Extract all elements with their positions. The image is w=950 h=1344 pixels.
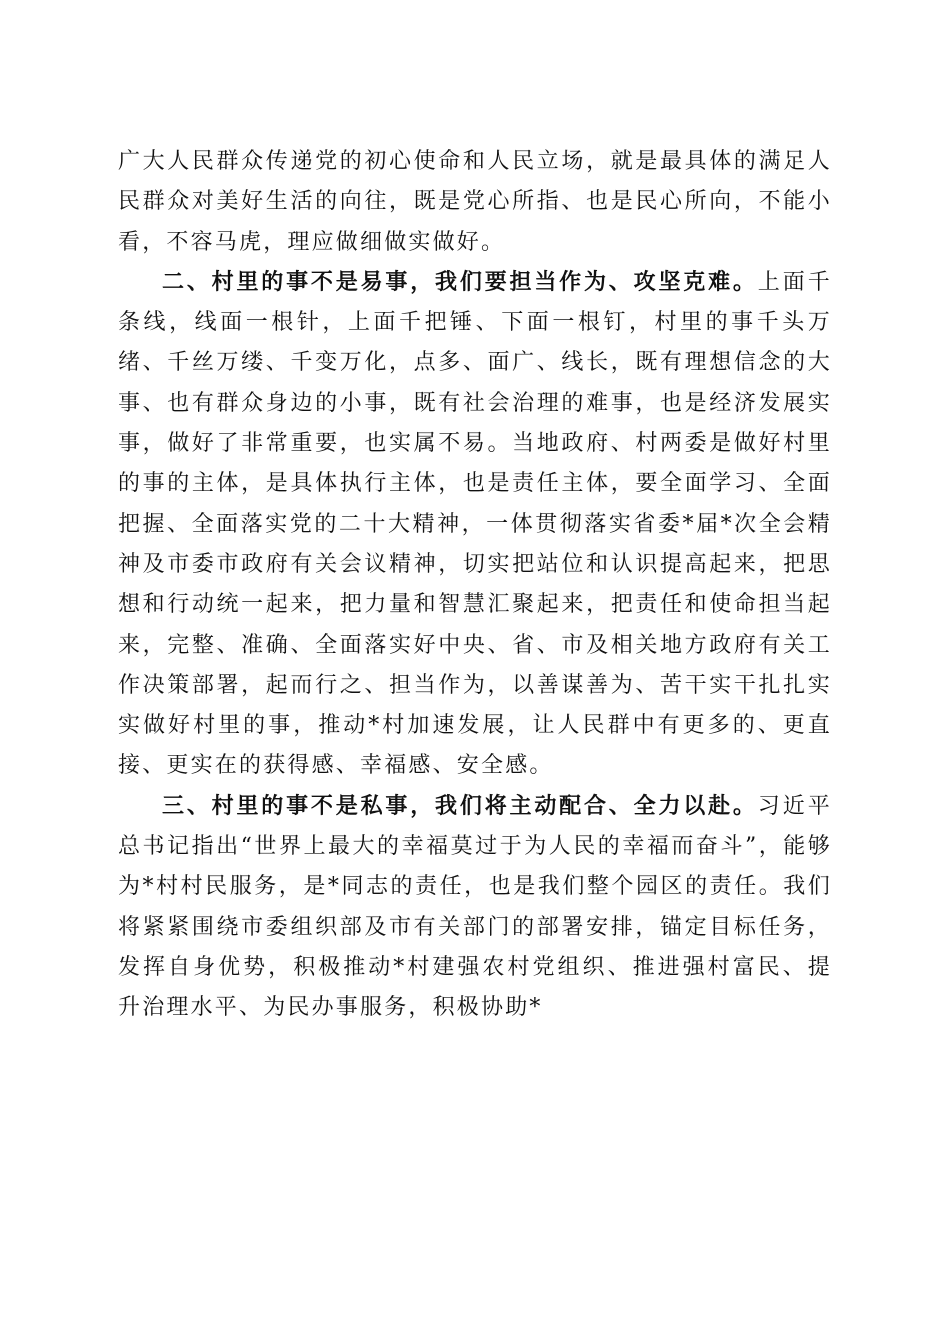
paragraph-1 xyxy=(118,142,832,263)
section-heading-2: 二、村里的事不是易事，我们要担当作为、攻坚克难。 xyxy=(162,269,758,295)
paragraph-3-text: 习近平总书记指出“世界上最大的幸福莫过于为人民的幸福而奋斗”，能够为*村村民服务，是*同志的责任，也是我们整个园区的责任。我们将紧紧围绕市委组织部及市有关部门的部署安排，锚定目标任务，发挥自身优势，积极推动*村建强农村党组织、推进强村富民、提升治理水平、为民办事服务，积极协助* xyxy=(118,793,832,1021)
paragraph-2 xyxy=(118,263,832,787)
document-body xyxy=(118,142,832,1029)
paragraph-1-text: 广大人民群众传递党的初心使命和人民立场，就是最具体的满足人民群众对美好生活的向往，既是党心所指、也是民心所向，不能小看，不容马虎，理应做细做实做好。 xyxy=(118,149,832,255)
paragraph-2-text: 上面千条线，线面一根针，上面千把锤、下面一根钉，村里的事千头万绪、千丝万缕、千变万化，点多、面广、线长，既有理想信念的大事、也有群众身边的小事，既有社会治理的难事，也是经济发展实事，做好了非常重要，也实属不易。当地政府、村两委是做好村里的事的主体，是具体执行主体，也是责任主体，要全面学习、全面把握、全面落实党的二十大精神，一体贯彻落实省委*届*次全会精神及市委市政府有关会议精神，切实把站位和认识提高起来，把思想和行动统一起来，把力量和智慧汇聚起来，把责任和使命担当起来，完整、准确、全面落实好中央、省、市及相关地方政府有关工作决策部署，起而行之、担当作为，以善谋善为、苦干实干扎扎实实做好村里的事，推动*村加速发展，让人民群中有更多的、更直接、更实在的获得感、幸福感、安全感。 xyxy=(118,269,832,779)
section-heading-3: 三、村里的事不是私事，我们将主动配合、全力以赴。 xyxy=(162,793,758,819)
paragraph-3 xyxy=(118,787,832,1029)
